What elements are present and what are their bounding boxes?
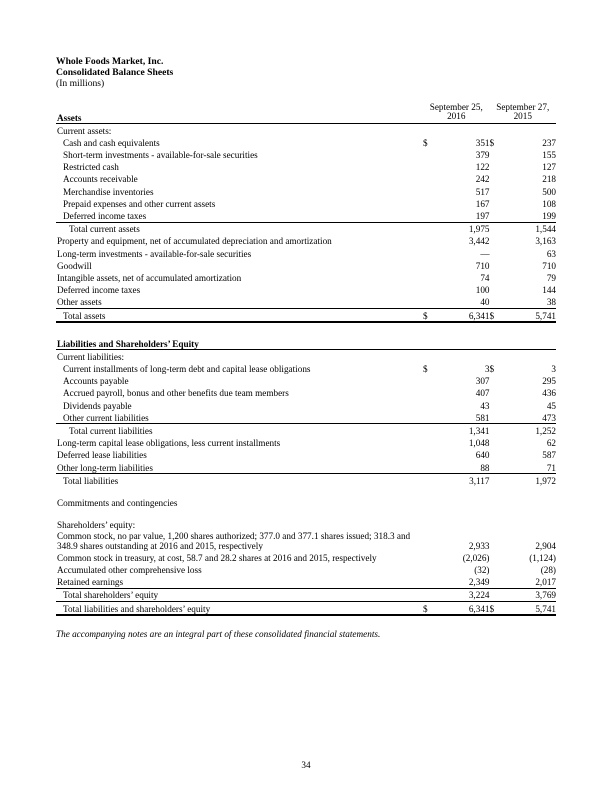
current-liability-row bbox=[56, 375, 556, 387]
value-2015: 218 bbox=[542, 174, 556, 185]
value-2015: 5,741 bbox=[500, 308, 557, 322]
current-liabilities-header-row bbox=[56, 350, 556, 363]
current-liability-row bbox=[56, 387, 556, 399]
value-2015: 3,769 bbox=[500, 588, 557, 601]
dollar-sign: $ bbox=[423, 137, 428, 148]
row-label: Total liabilities and shareholders’ equity bbox=[56, 602, 423, 616]
asset-row bbox=[56, 247, 556, 259]
value-2016: 3,442 bbox=[468, 236, 490, 247]
value-2015: 71 bbox=[546, 462, 556, 473]
column-header-row bbox=[56, 96, 556, 124]
dollar-sign bbox=[423, 148, 433, 160]
asset-row bbox=[56, 235, 556, 247]
aoci-row bbox=[56, 564, 556, 576]
dollar-sign bbox=[490, 449, 500, 461]
value-2016: 74 bbox=[480, 272, 490, 283]
dollar-sign bbox=[490, 437, 500, 449]
row-label: Other assets bbox=[57, 297, 102, 308]
value-2016: 379 bbox=[475, 150, 490, 161]
dollar-sign bbox=[490, 284, 500, 296]
dollar-sign bbox=[423, 284, 433, 296]
statement-title: Consolidated Balance Sheets bbox=[56, 67, 174, 79]
current-asset-row bbox=[56, 209, 556, 222]
current-assets-header: Current assets: bbox=[57, 125, 112, 136]
value-2016: 1,048 bbox=[468, 438, 490, 449]
row-label: Accounts payable bbox=[63, 376, 129, 387]
dollar-sign bbox=[490, 209, 500, 222]
dollar-sign bbox=[423, 173, 433, 185]
row-label: Merchandise inventories bbox=[63, 186, 154, 197]
total-current-assets-row bbox=[56, 222, 556, 235]
value-2015: 1,544 bbox=[500, 222, 557, 235]
value-2016: 351 bbox=[475, 137, 490, 148]
value-2016: 2,933 bbox=[468, 540, 490, 551]
row-label: Prepaid expenses and other current assets bbox=[63, 198, 216, 209]
value-2016: 640 bbox=[475, 450, 490, 461]
value-2015: 436 bbox=[542, 388, 556, 399]
value-2015: 710 bbox=[542, 260, 556, 271]
total-current-liabilities-row bbox=[56, 424, 556, 437]
dollar-sign: $ bbox=[423, 364, 428, 375]
value-2015: (28) bbox=[540, 565, 556, 576]
row-label: Total current liabilities bbox=[56, 424, 423, 437]
dollar-sign bbox=[490, 173, 500, 185]
value-2016: 517 bbox=[475, 186, 490, 197]
dollar-sign bbox=[423, 296, 433, 309]
dollar-sign: $ bbox=[423, 308, 433, 322]
value-2015: 45 bbox=[546, 400, 556, 411]
row-label: Property and equipment, net of accumulated depreciation and amortization bbox=[57, 236, 332, 247]
dollar-sign bbox=[423, 411, 433, 424]
value-2016: 307 bbox=[475, 376, 490, 387]
liability-row bbox=[56, 461, 556, 474]
dollar-sign: $ bbox=[490, 308, 500, 322]
dollar-sign bbox=[423, 387, 433, 399]
value-2015: 1,252 bbox=[500, 424, 557, 437]
value-2015: 63 bbox=[546, 248, 556, 259]
total-liabilities-row bbox=[56, 474, 556, 487]
current-liabilities-header: Current liabilities: bbox=[57, 351, 125, 362]
dollar-sign bbox=[490, 197, 500, 209]
dollar-sign bbox=[423, 461, 433, 474]
value-2015: (1,124) bbox=[529, 552, 556, 563]
row-label: Restricted cash bbox=[63, 162, 119, 173]
value-2016: 197 bbox=[475, 211, 490, 222]
col-2015-header: September 27, 2015 bbox=[490, 96, 557, 124]
value-2015: 199 bbox=[542, 211, 556, 222]
dollar-sign bbox=[423, 399, 433, 411]
units-note: (In millions) bbox=[56, 78, 105, 90]
dollar-sign bbox=[490, 161, 500, 173]
row-label: Current installments of long-term debt and capital lease obligations bbox=[63, 364, 311, 375]
value-2015: 144 bbox=[542, 285, 556, 296]
row-label: Cash and cash equivalents bbox=[63, 137, 160, 148]
value-2016: 40 bbox=[480, 297, 490, 308]
dollar-sign bbox=[423, 259, 433, 271]
company-name: Whole Foods Market, Inc. bbox=[56, 56, 164, 67]
total-assets-row bbox=[56, 308, 556, 322]
retained-earnings-row bbox=[56, 576, 556, 589]
current-liability-row bbox=[56, 362, 556, 374]
current-asset-row bbox=[56, 148, 556, 160]
current-asset-row bbox=[56, 136, 556, 148]
value-2016: 1,975 bbox=[433, 222, 490, 235]
dollar-sign: $ bbox=[490, 602, 500, 616]
other-liabilities-body bbox=[56, 437, 556, 474]
dollar-sign bbox=[490, 271, 500, 283]
current-assets-body bbox=[56, 136, 556, 222]
current-liability-row bbox=[56, 399, 556, 411]
page-number: 34 bbox=[301, 760, 311, 770]
dollar-sign bbox=[490, 296, 500, 309]
dollar-sign bbox=[423, 185, 433, 197]
row-label: Accounts receivable bbox=[63, 174, 138, 185]
dollar-sign bbox=[490, 185, 500, 197]
value-2016: 3,224 bbox=[433, 588, 490, 601]
common-stock-row bbox=[56, 531, 556, 552]
row-label: Total assets bbox=[56, 308, 423, 322]
value-2015: 295 bbox=[542, 376, 556, 387]
value-2015: 237 bbox=[542, 137, 556, 148]
current-asset-row bbox=[56, 197, 556, 209]
current-liability-row bbox=[56, 411, 556, 424]
dollar-sign bbox=[490, 375, 500, 387]
dollar-sign: $ bbox=[489, 137, 495, 148]
equity-header-row bbox=[56, 519, 556, 531]
value-2016: — bbox=[480, 248, 490, 259]
row-label: Other long-term liabilities bbox=[57, 462, 153, 473]
current-asset-row bbox=[56, 161, 556, 173]
statement-header bbox=[56, 56, 556, 89]
treasury-stock-row bbox=[56, 551, 556, 563]
liabilities-heading-row bbox=[56, 333, 556, 350]
value-2015: 155 bbox=[542, 150, 556, 161]
value-2016: 6,341 bbox=[433, 308, 490, 322]
value-2016: (32) bbox=[474, 565, 490, 576]
dollar-sign bbox=[423, 161, 433, 173]
row-label: Deferred income taxes bbox=[63, 211, 147, 222]
asset-row bbox=[56, 296, 556, 309]
dollar-sign bbox=[423, 437, 433, 449]
value-2016: 3,117 bbox=[433, 474, 490, 487]
liabilities-heading: Liabilities and Shareholders’ Equity bbox=[56, 333, 556, 350]
asset-row bbox=[56, 259, 556, 271]
value-2015: 127 bbox=[542, 162, 556, 173]
value-2016: 710 bbox=[475, 260, 490, 271]
value-2015: 3,163 bbox=[535, 236, 556, 247]
dollar-sign bbox=[490, 148, 500, 160]
dollar-sign bbox=[490, 387, 500, 399]
row-label: Other current liabilities bbox=[63, 412, 149, 423]
value-2015: 79 bbox=[546, 272, 556, 283]
value-2016: 3 bbox=[484, 364, 490, 375]
other-assets-body bbox=[56, 235, 556, 309]
current-asset-row bbox=[56, 173, 556, 185]
row-label: Common stock in treasury, at cost, 58.7 and 28.2 shares at 2016 and 2015, respectively bbox=[57, 552, 377, 563]
current-liabilities-body bbox=[56, 362, 556, 423]
row-label: Total shareholders’ equity bbox=[56, 588, 423, 601]
value-2016: 6,341 bbox=[433, 602, 490, 616]
row-label: Deferred lease liabilities bbox=[57, 450, 147, 461]
value-2015: 62 bbox=[546, 438, 556, 449]
value-2016: 43 bbox=[480, 400, 490, 411]
asset-row bbox=[56, 271, 556, 283]
row-label: Accrued payroll, bonus and other benefits due team members bbox=[63, 388, 289, 399]
value-2015: 3 bbox=[551, 364, 556, 375]
row-label: Retained earnings bbox=[56, 576, 423, 589]
value-2015: 38 bbox=[546, 297, 556, 308]
dollar-sign: $ bbox=[489, 364, 495, 375]
dollar-sign bbox=[490, 235, 500, 247]
dollar-sign bbox=[490, 399, 500, 411]
dollar-sign bbox=[423, 375, 433, 387]
dollar-sign: $ bbox=[423, 602, 433, 616]
asset-row bbox=[56, 284, 556, 296]
value-2016: 122 bbox=[475, 162, 490, 173]
value-2016: (2,026) bbox=[462, 552, 490, 563]
row-label: Dividends payable bbox=[63, 400, 132, 411]
commitments-label: Commitments and contingencies bbox=[57, 497, 178, 508]
row-label: Deferred income taxes bbox=[57, 285, 141, 296]
row-label: Accumulated other comprehensive loss bbox=[57, 565, 202, 576]
commitments-row bbox=[56, 496, 556, 508]
col-2016-header: September 25, 2016 bbox=[423, 96, 490, 124]
dollar-sign bbox=[423, 449, 433, 461]
total-equity-row bbox=[56, 588, 556, 601]
current-assets-header-row bbox=[56, 124, 556, 137]
row-label: Short-term investments - available-for-sale securities bbox=[63, 150, 258, 161]
value-2016: 1,341 bbox=[433, 424, 490, 437]
dollar-sign bbox=[423, 235, 433, 247]
dollar-sign bbox=[423, 247, 433, 259]
value-2015: 473 bbox=[542, 412, 556, 423]
value-2015: 500 bbox=[542, 186, 556, 197]
current-asset-row bbox=[56, 185, 556, 197]
value-2016: 167 bbox=[475, 198, 490, 209]
balance-sheet-table bbox=[56, 96, 556, 616]
dollar-sign bbox=[423, 197, 433, 209]
row-label: Long-term capital lease obligations, less current installments bbox=[57, 438, 281, 449]
dollar-sign bbox=[490, 411, 500, 424]
row-label: Total liabilities bbox=[56, 474, 423, 487]
dollar-sign bbox=[423, 271, 433, 283]
row-label: Intangible assets, net of accumulated amortization bbox=[57, 272, 242, 283]
value-2016: 581 bbox=[475, 412, 490, 423]
liability-row bbox=[56, 437, 556, 449]
dollar-sign bbox=[423, 209, 433, 222]
row-label: Goodwill bbox=[57, 260, 92, 271]
assets-heading: Assets bbox=[56, 96, 423, 124]
dollar-sign bbox=[490, 259, 500, 271]
value-2016: 2,349 bbox=[433, 576, 490, 589]
footnote: The accompanying notes are an integral part of these consolidated financial statements. bbox=[56, 629, 381, 640]
dollar-sign bbox=[490, 461, 500, 474]
value-2015: 5,741 bbox=[500, 602, 557, 616]
value-2015: 108 bbox=[542, 198, 556, 209]
value-2015: 2,017 bbox=[500, 576, 557, 589]
value-2015: 1,972 bbox=[500, 474, 557, 487]
row-label: Common stock, no par value, 1,200 shares authorized; 377.0 and 377.1 shares issued; 318.3 and 348.9 shares outstanding at 2016 and 2015, respectively bbox=[57, 530, 411, 552]
value-2015: 587 bbox=[542, 450, 556, 461]
value-2016: 242 bbox=[475, 174, 490, 185]
equity-header: Shareholders’ equity: bbox=[57, 520, 136, 531]
value-2016: 88 bbox=[480, 462, 490, 473]
liability-row bbox=[56, 449, 556, 461]
row-label: Long-term investments - available-for-sale securities bbox=[57, 248, 252, 259]
value-2016: 407 bbox=[475, 388, 490, 399]
row-label: Total current assets bbox=[56, 222, 423, 235]
total-liabilities-equity-row bbox=[56, 602, 556, 616]
value-2015: 2,904 bbox=[535, 540, 556, 551]
balance-sheet-page bbox=[56, 56, 556, 640]
dollar-sign bbox=[490, 247, 500, 259]
value-2016: 100 bbox=[475, 285, 490, 296]
